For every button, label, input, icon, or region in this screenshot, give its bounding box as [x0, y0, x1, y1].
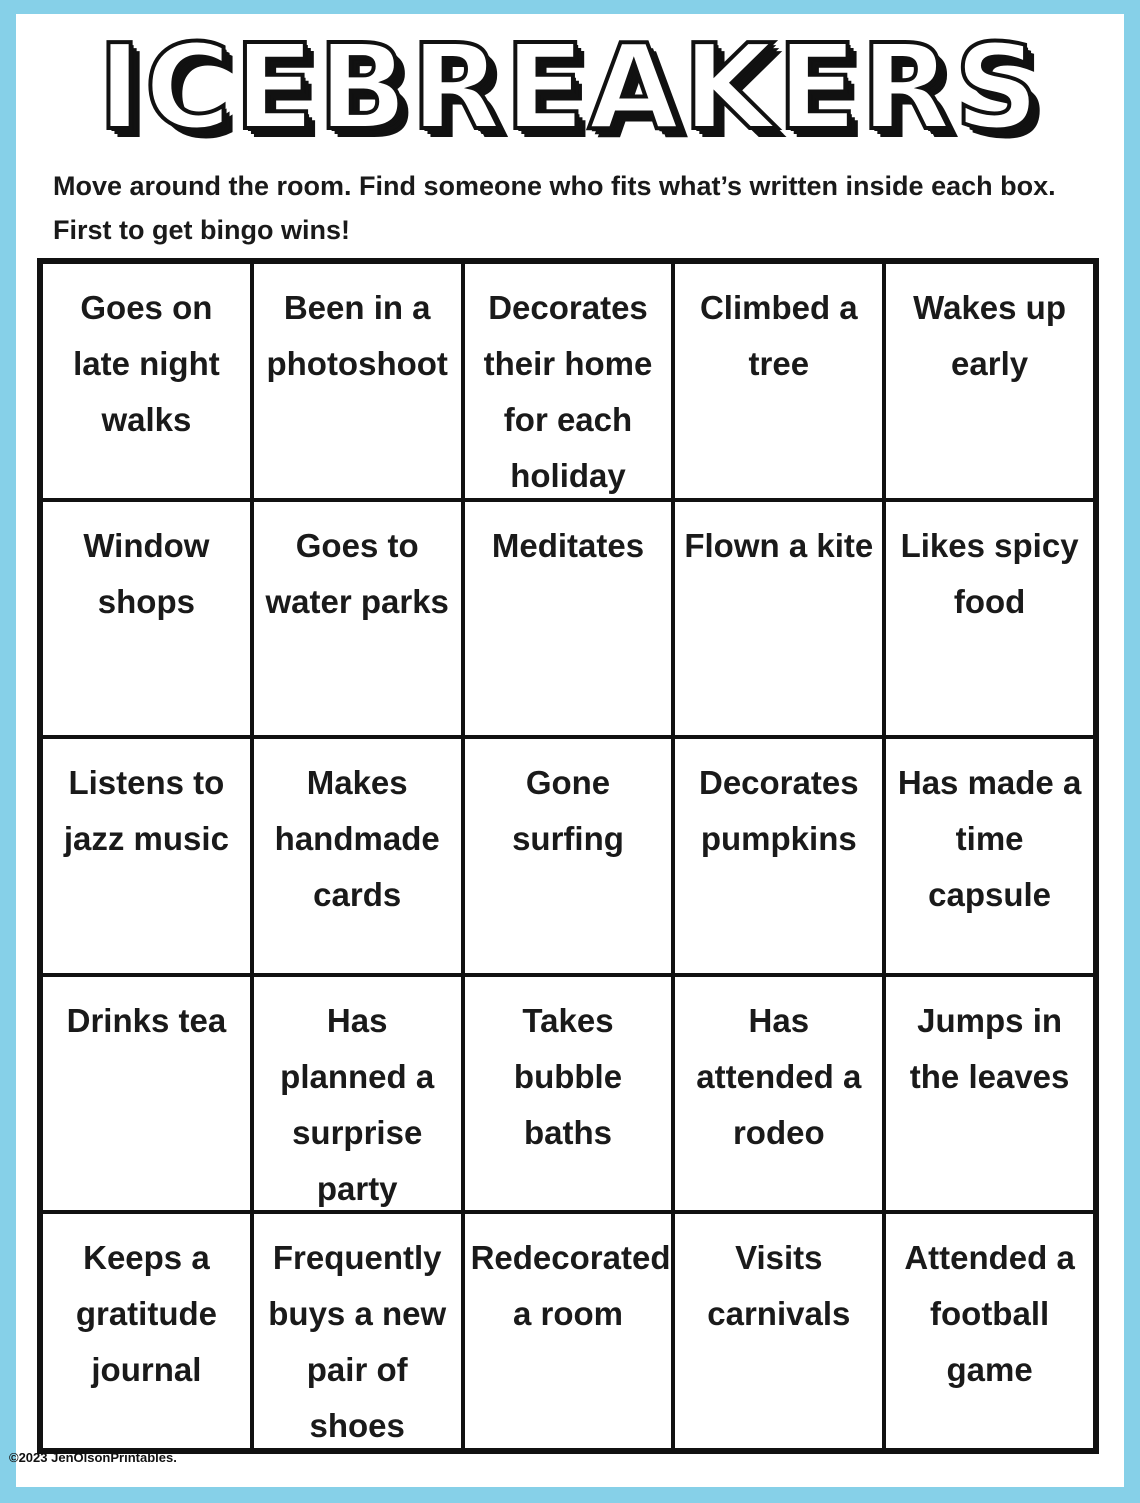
bingo-cell-text: Decorates pumpkins [698, 764, 859, 858]
bingo-cell-text: Takes bubble baths [513, 1001, 623, 1151]
bingo-cell-text: Listens to jazz music [63, 764, 229, 858]
bingo-cell-text: Goes on late night walks [73, 289, 220, 438]
bingo-cell-text: Redecorated a room [470, 1239, 671, 1333]
bingo-cell [41, 262, 252, 500]
bingo-cell [884, 737, 1095, 975]
bingo-cell-text: Has made a time capsule [897, 764, 1082, 914]
bingo-cell [41, 500, 252, 738]
worksheet-page [16, 14, 1124, 1487]
bingo-cell-text: Decorates their home for each holiday [483, 289, 653, 494]
bingo-cell-text: Been in a photoshoot [266, 289, 448, 382]
bingo-cell [252, 737, 463, 975]
bingo-cell [41, 1212, 252, 1450]
bingo-cell [673, 1212, 884, 1450]
bingo-cell [463, 737, 674, 975]
bingo-cell-text: Frequently buys a new pair of shoes [268, 1239, 447, 1445]
bingo-cell [884, 262, 1095, 500]
bingo-cell [463, 500, 674, 738]
bingo-cell-text: Makes handmade cards [274, 764, 440, 914]
bingo-cell [673, 262, 884, 500]
instructions-line-2: First to get bingo wins! [53, 215, 350, 245]
bingo-cell-text: Keeps a gratitude journal [75, 1239, 217, 1389]
bingo-cell [252, 500, 463, 738]
bingo-cell-text: Likes spicy food [900, 526, 1079, 620]
bingo-cell-text: Climbed a tree [699, 289, 858, 382]
instructions-line-1: Move around the room. Find someone who fits what’s written inside each box. [53, 171, 1056, 201]
bingo-cell-text: Window shops [83, 526, 210, 620]
bingo-cell [884, 975, 1095, 1213]
bingo-cell-text: Has planned a surprise party [280, 1001, 435, 1207]
bingo-cell [41, 737, 252, 975]
bingo-cell [673, 975, 884, 1213]
bingo-cell-text: Visits carnivals [707, 1239, 851, 1333]
bingo-grid [37, 258, 1099, 1454]
bingo-cell [463, 1212, 674, 1450]
bingo-cell-text: Gone surfing [512, 764, 624, 858]
bingo-cell [41, 975, 252, 1213]
bingo-cell [252, 1212, 463, 1450]
copyright-footer: ©2023 JenOlsonPrintables. [9, 1450, 177, 1465]
bingo-cell-text: Goes to water parks [265, 526, 449, 620]
bingo-cell-text: Meditates [491, 526, 645, 564]
bingo-cell-text: Jumps in the leaves [909, 1001, 1070, 1095]
bingo-cell [884, 1212, 1095, 1450]
bingo-cell-text: Wakes up early [913, 289, 1066, 382]
bingo-cell-text: Attended a football game [904, 1239, 1075, 1389]
bingo-cell-text: Drinks tea [66, 1001, 227, 1039]
bingo-cell [673, 737, 884, 975]
bingo-cell-text: Has attended a rodeo [696, 1001, 862, 1151]
bingo-cell [463, 262, 674, 500]
bingo-cell [884, 500, 1095, 738]
bingo-cell [463, 975, 674, 1213]
bingo-cell-text: Flown a kite [684, 526, 874, 564]
instructions [53, 164, 1103, 252]
bingo-cell [252, 975, 463, 1213]
bingo-cell [252, 262, 463, 500]
page-title: ICEBREAKERS [97, 18, 1043, 156]
bingo-cell [673, 500, 884, 738]
